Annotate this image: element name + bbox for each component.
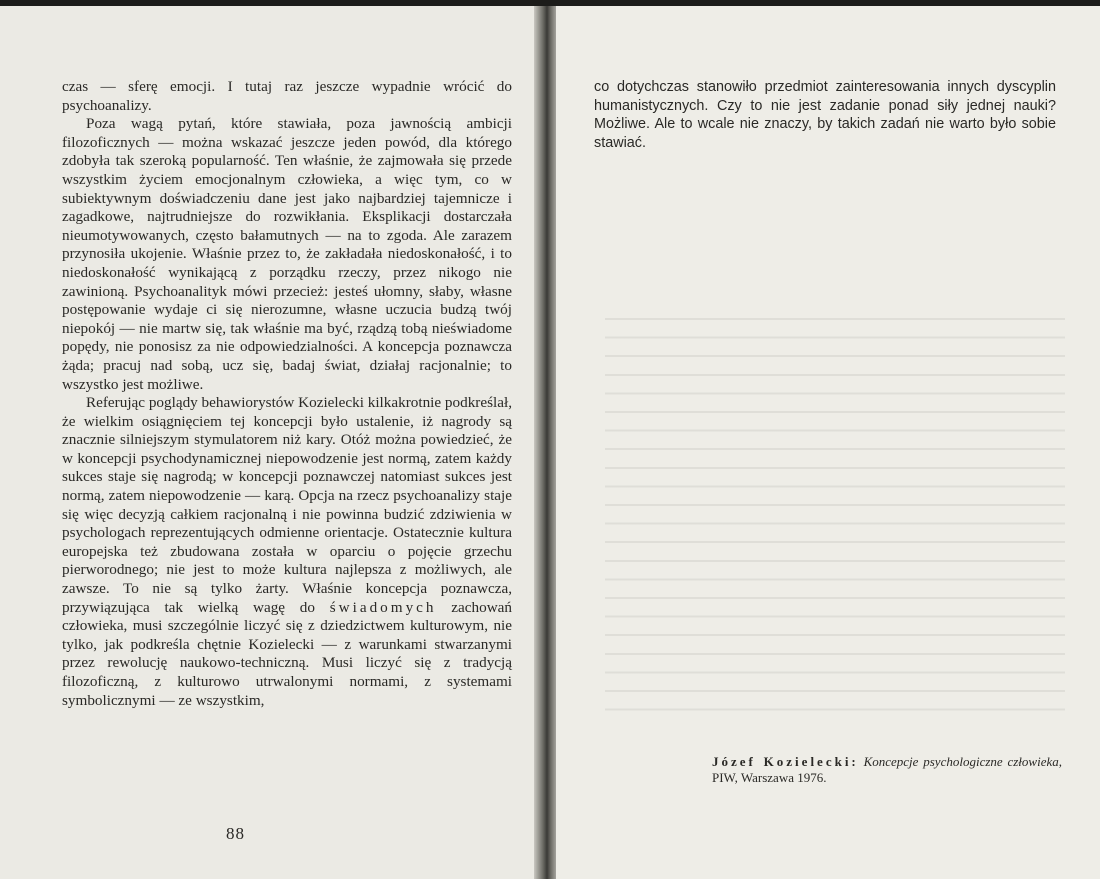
- footnote: [712, 754, 1062, 786]
- paragraph-2: Poza wagą pytań, które stawiała, poza jawnością ambicji filozoficznych — można wskazać jeszcze jeden powód, dla którego zdobyła tak szeroką popularność. Ten właśnie, że zajmowała się przede wszystkim życiem emocjonalnym człowieka, a więc tym, co w subiektywnym doświadczeniu dane jest jako najbardziej tajemnicze i zagadkowe, najtrudniejsze do rozwikłania. Eksplikacji dostarczała nieumotywowanych, często bałamutnych — na to zgoda. Ale zarazem przynosiła ukojenie. Właśnie przez to, że zakładała niedoskonałość, i to niedoskonałość wynikającą z porządku rzeczy, przez nikogo nie zawinioną. Psychoanalityk mówi przecież: jesteś ułomny, słaby, własne postępowanie wydaje ci się nierozumne, własne uczucia budzą twój niepokój — nie martw się, tak właśnie ma być, rządzą tobą nieświadome popędy, nie ponosisz za nie odpowiedzialności. A koncepcja poznawcza żąda; pracuj nad sobą, ucz się, badaj świat, działaj racjonalnie; to wszystko jest możliwe.: [62, 115, 512, 393]
- left-page: [0, 6, 542, 879]
- footnote-author: Józef Kozielecki:: [712, 754, 859, 769]
- right-page-text: [594, 78, 1056, 152]
- paragraph-3-part-b: zachowań człowieka, musi szczególnie liczyć się z dziedzictwem kulturowym, nie tylko, jak podkreśla chętnie Kozielecki — z warunkami stwarzanymi przez rewolucję naukowo-techniczną. Musi liczyć się z tradycją filozoficzną, z kulturowo utrwalonymi normami, z systemami symbolicznymi — ze wszystkim,: [62, 598, 512, 709]
- show-through: [605, 306, 1065, 726]
- footnote-publisher: PIW, Warszawa 1976.: [712, 770, 827, 785]
- page-number: 88: [226, 824, 245, 843]
- right-paragraph: co dotychczas stanowiło przedmiot zainteresowania innych dyscyplin humanistycznych. Czy to nie jest zadanie ponad siły jednej nauki? Możliwe. Ale to wcale nie znaczy, by takich zadań nie warto było sobie stawiać.: [594, 79, 1056, 151]
- left-page-text: [62, 78, 512, 710]
- paragraph-1: czas — sferę emocji. I tutaj raz jeszcze wypadnie wrócić do psychoanalizy.: [62, 78, 512, 114]
- paragraph-3: [62, 394, 512, 710]
- footnote-title: Koncepcje psychologiczne człowieka,: [863, 754, 1062, 769]
- book-spread: [0, 6, 1100, 879]
- emphasized-word: świadomych: [329, 598, 437, 616]
- paragraph-3-part-a: Referując poglądy behawiorystów Kozielecki kilkakrotnie podkreślał, że wielkim osiągnięciem tej koncepcji było ustalenie, iż nagrody są znacznie silniejszym stymulatorem niż kary. Otóż można powiedzieć, że w koncepcji psychodynamicznej niepowodzenie jest normą, zatem każdy sukces staje się nagrodą; w koncepcji poznawczej natomiast sukces jest normą, zatem niepowodzenie — karą. Opcja na rzecz psychoanalizy staje się więc decyzją całkiem racjonalną i nie powinna budzić zdziwienia w psychologach reprezentujących odmienne orientacje. Ostatecznie kultura europejska też zbudowana została w oparciu o pojęcie grzechu pierworodnego; nie jest to może kultura najlepsza z możliwych, ale zawsze. To nie są tylko żarty. Właśnie koncepcja poznawcza, przywiązująca tak wielką wagę do: [62, 394, 512, 616]
